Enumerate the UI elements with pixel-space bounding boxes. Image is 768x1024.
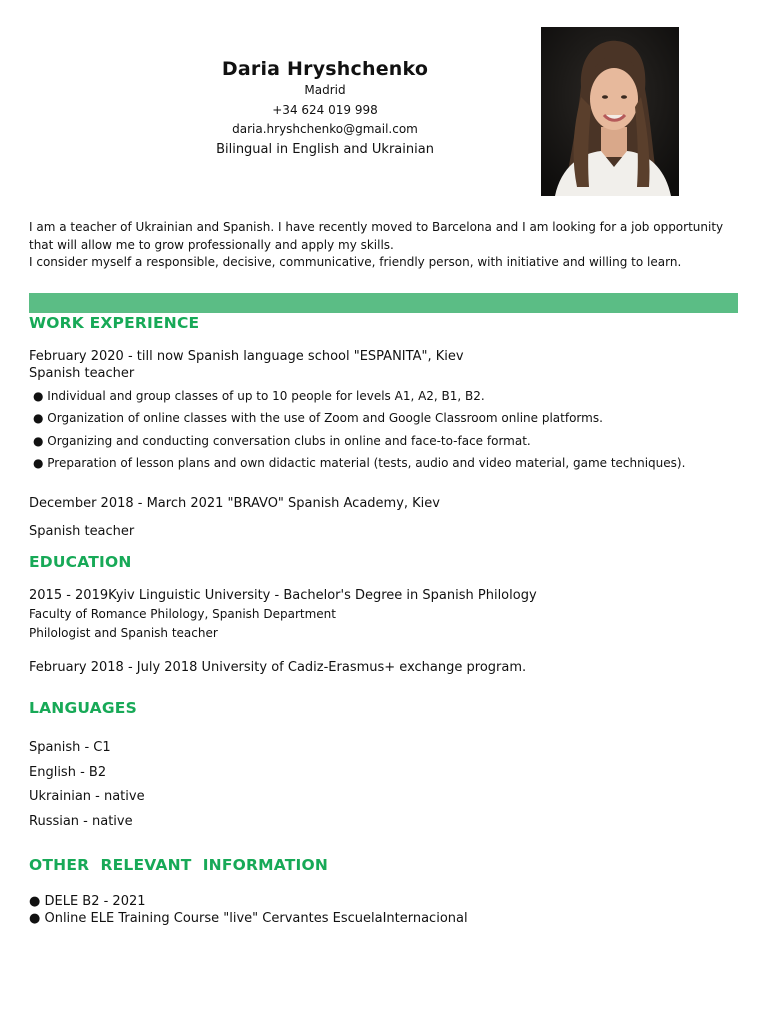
language-item: Spanish - C1 [29,740,111,755]
list-item: ● Organizing and conducting conversation clubs in online and face-to-face format. [33,433,531,448]
job-role: Spanish teacher [29,366,135,381]
education-title: 2015 - 2019Kyiv Linguistic University - Bachelor's Degree in Spanish Philology [29,588,537,603]
candidate-name: Daria Hryshchenko [221,58,429,80]
languages-heading: LANGUAGES [29,699,137,717]
job-title: February 2020 - till now Spanish language school "ESPANITA", Kiev [29,349,464,364]
summary-paragraph: I consider myself a responsible, decisive, communicative, friendly person, with initiative and willing to learn. [29,255,682,269]
list-item: ● Individual and group classes of up to 10 people for levels A1, A2, B1, B2. [33,389,485,403]
education-degree: Philologist and Spanish teacher [29,626,218,640]
education-faculty: Faculty of Romance Philology, Spanish Department [29,607,336,621]
job-title: December 2018 - March 2021 "BRAVO" Spanish Academy, Kiev [29,496,440,511]
contact-header [150,58,500,159]
bilingual-note: Bilingual in English and Ukrainian [216,141,434,157]
profile-photo [541,27,679,196]
language-item: Russian - native [29,814,133,829]
section-divider-bar [29,293,738,313]
other-info-item: ● DELE B2 - 2021 [29,894,146,909]
job-role: Spanish teacher [29,524,135,539]
other-info-item: ● Online ELE Training Course "live" Cervantes EscuelaInternacional [29,911,468,926]
language-item: English - B2 [29,765,107,780]
education-heading: EDUCATION [29,553,132,571]
education-exchange: February 2018 - July 2018 University of Cadiz-Erasmus+ exchange program. [29,660,527,675]
city: Madrid [304,83,346,97]
phone: +34 624 019 998 [272,102,378,117]
list-item: ● Preparation of lesson plans and own didactic material (tests, audio and video material, game techniques). [33,455,686,470]
email[interactable]: daria.hryshchenko@gmail.com [232,122,418,136]
language-item: Ukrainian - native [29,789,145,804]
work-experience-heading: WORK EXPERIENCE [29,314,200,332]
summary-paragraph: I am a teacher of Ukrainian and Spanish. I have recently moved to Barcelona and I am looking for a job opportunity that will allow me to grow professionally and apply my skills. [29,220,724,252]
profile-summary [29,219,739,272]
other-info-heading: OTHER RELEVANT INFORMATION [29,856,329,874]
job-duties-list [33,386,685,475]
list-item: ● Organization of online classes with the use of Zoom and Google Classroom online platforms. [33,411,603,426]
